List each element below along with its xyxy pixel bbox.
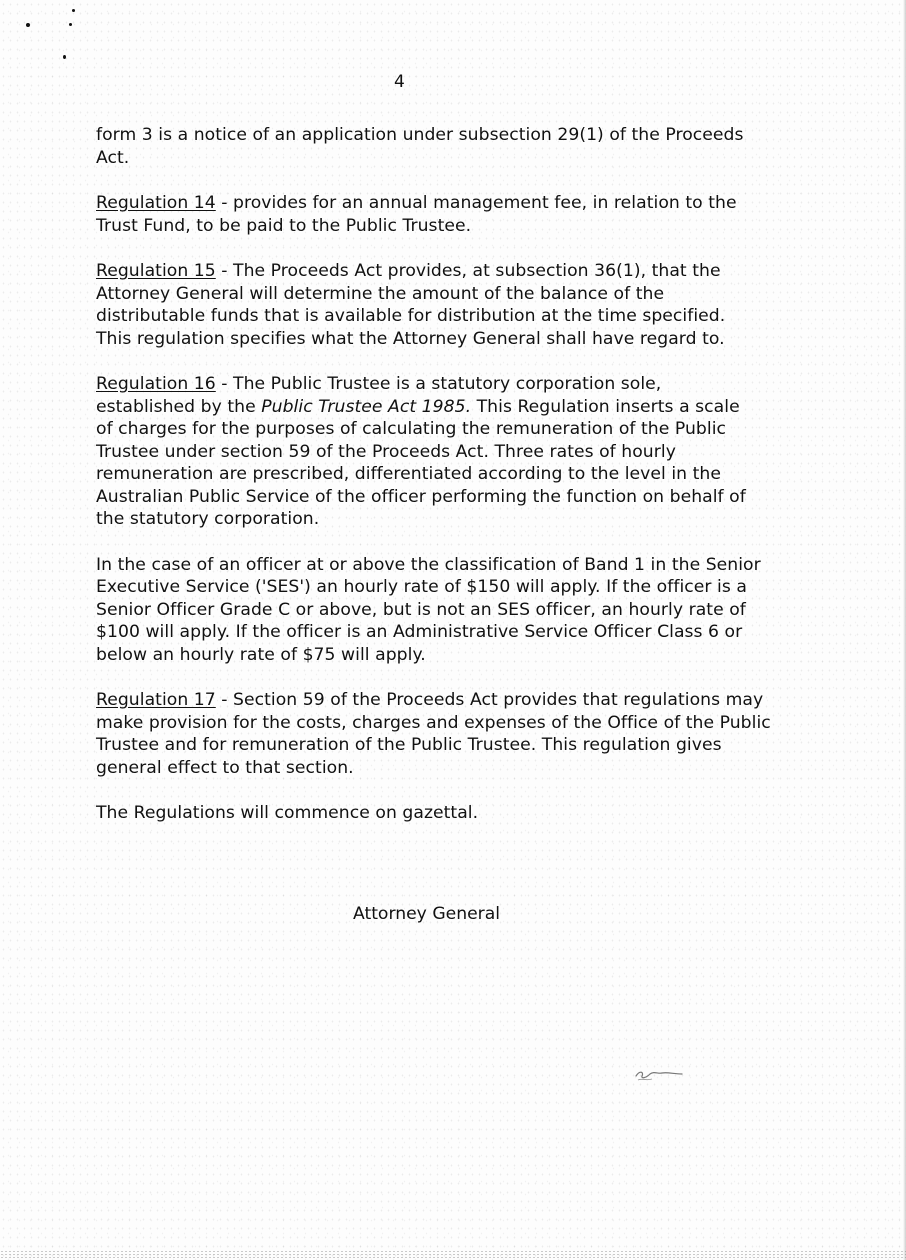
regulation-14-label: Regulation 14 xyxy=(96,193,216,213)
signature-title: Attorney General xyxy=(353,904,501,924)
text-line: This Regulation inserts a scale xyxy=(471,396,740,417)
paragraph-regulation-15 xyxy=(96,260,796,350)
text-line: This regulation specifies what the Attorney General shall have regard to. xyxy=(96,328,725,349)
text-line: The Regulations will commence on gazettal. xyxy=(96,803,479,823)
act-title-italic: Public Trustee Act 1985. xyxy=(261,396,472,417)
paragraph-hourly-rates xyxy=(96,554,796,667)
text-line: form 3 is a notice of an application under subsection 29(1) of the Proceeds xyxy=(96,125,744,145)
text-line: the statutory corporation. xyxy=(96,509,320,529)
text-line: below an hourly rate of $75 will apply. xyxy=(96,644,426,665)
text-line: remuneration are prescribed, differentiated according to the level in the xyxy=(96,464,721,484)
text-line: make provision for the costs, charges and expenses of the Office of the Public xyxy=(96,712,771,733)
regulation-15-label: Regulation 15 xyxy=(96,261,216,281)
text-line: Attorney General will determine the amount of the balance of the xyxy=(96,283,665,304)
text-line: Australian Public Service of the officer performing the function on behalf of xyxy=(96,486,746,507)
page-number: 4 xyxy=(394,72,405,92)
scan-edge xyxy=(0,1250,906,1260)
text-line: In the case of an officer at or above the classification of Band 1 in the Senior xyxy=(96,554,761,575)
text-line: Trustee under section 59 of the Proceeds Act. Three rates of hourly xyxy=(96,441,676,462)
handwritten-mark xyxy=(632,1062,692,1086)
scan-speck xyxy=(26,23,30,27)
text-line: - The Public Trustee is a statutory corporation sole, xyxy=(215,374,662,394)
text-line: - Section 59 of the Proceeds Act provides that regulations may xyxy=(215,690,764,710)
paragraph-regulation-14 xyxy=(96,192,796,237)
paragraph-commencement xyxy=(96,802,796,825)
text-line: established by the xyxy=(96,396,262,417)
document-body xyxy=(96,124,796,848)
paragraph-regulation-17 xyxy=(96,689,796,779)
text-line: Act. xyxy=(96,147,130,168)
regulation-16-label: Regulation 16 xyxy=(96,374,216,394)
scan-speck xyxy=(63,55,66,59)
text-line: distributable funds that is available for distribution at the time specified. xyxy=(96,306,726,326)
text-line: - provides for an annual management fee, in relation to the xyxy=(215,193,737,213)
text-line: Trustee and for remuneration of the Public Trustee. This regulation gives xyxy=(96,735,722,755)
text-line: $100 will apply. If the officer is an Administrative Service Officer Class 6 or xyxy=(96,622,743,642)
text-line: of charges for the purposes of calculating the remuneration of the Public xyxy=(96,419,727,439)
text-line: Senior Officer Grade C or above, but is not an SES officer, an hourly rate of xyxy=(96,599,746,620)
regulation-17-label: Regulation 17 xyxy=(96,690,216,710)
text-line: Trust Fund, to be paid to the Public Trustee. xyxy=(96,215,472,236)
scan-speck xyxy=(69,23,72,26)
paragraph-regulation-16 xyxy=(96,373,796,531)
paragraph-form3 xyxy=(96,124,796,169)
text-line: Executive Service ('SES') an hourly rate of $150 will apply. If the officer is a xyxy=(96,577,747,597)
text-line: general effect to that section. xyxy=(96,757,354,778)
scan-speck xyxy=(72,9,75,12)
text-line: - The Proceeds Act provides, at subsection 36(1), that the xyxy=(215,261,721,281)
